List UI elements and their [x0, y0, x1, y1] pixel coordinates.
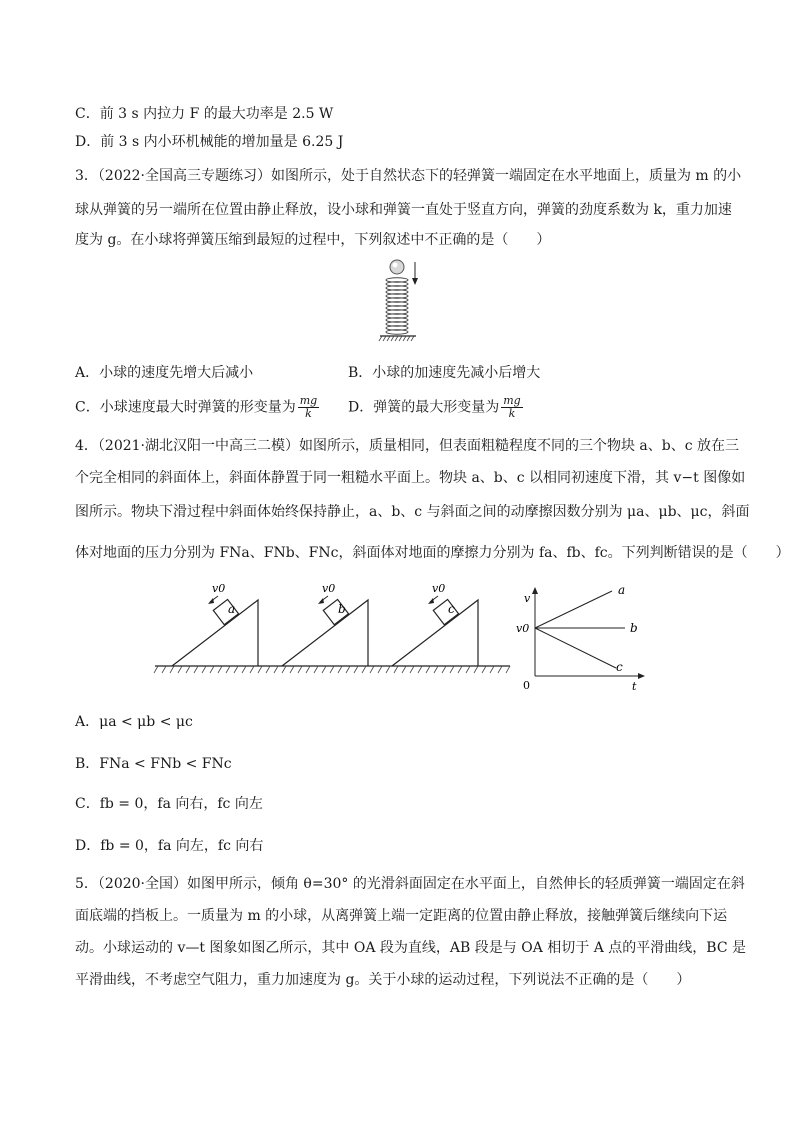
- incline-c: [392, 599, 478, 666]
- block-label-a: a: [228, 602, 236, 616]
- q4-stem-line2: 个完全相同的斜面体上，斜面体静置于同一粗糙水平面上。物块 a、b、c 以相同初速度下滑，其 v−t 图像如: [75, 470, 746, 486]
- q5-stem-line1: 5．（2020·全国）如图甲所示，倾角 θ=30° 的光滑斜面固定在水平面上，自然伸长的轻质弹簧一端固定在斜: [75, 876, 745, 892]
- q3-stem-line1: 3．（2022·全国高三专题练习）如图所示，处于自然状态下的轻弹簧一端固定在水平地面上，质量为 m 的小: [75, 168, 742, 184]
- option-c-prev: C．前 3 s 内拉力 F 的最大功率是 2.5 W: [75, 106, 334, 122]
- q4-option-c: C．fb = 0，fa 向右，fc 向左: [75, 796, 263, 812]
- incline-a: [172, 599, 258, 666]
- v0-label-b: v0: [322, 582, 336, 595]
- t-axis-label: t: [632, 680, 637, 693]
- q3-option-a: A．小球的速度先增大后减小: [75, 365, 254, 381]
- incline-figure: [150, 578, 650, 698]
- origin-label: 0: [523, 679, 530, 692]
- block-label-b: b: [338, 602, 346, 616]
- vt-graph: [535, 592, 640, 676]
- ball-icon: [390, 260, 404, 274]
- q4-stem-line1: 4．（2021·湖北汉阳一中高三二模）如图所示，质量相同，但表面粗糙程度不同的三个物块 a、b、c 放在三: [75, 438, 740, 454]
- graph-v0-label: v0: [516, 622, 530, 635]
- spring-figure: [370, 258, 430, 344]
- option-d-prev: D．前 3 s 内小环机械能的增加量是 6.25 J: [75, 134, 344, 150]
- q4-option-b: B．FNa < FNb < FNc: [75, 756, 232, 772]
- incline-b: [282, 599, 368, 666]
- q3-option-d: D．弹簧的最大形变量为 $\frac{mg}{k}$: [348, 394, 521, 420]
- q4-option-d: D．fb = 0，fa 向左，fc 向右: [75, 838, 264, 854]
- graph-label-b: b: [630, 621, 638, 635]
- q4-option-a: A．μa < μb < μc: [75, 714, 193, 730]
- v0-label-c: v0: [432, 582, 446, 595]
- graph-label-c: c: [616, 660, 623, 674]
- v0-label-a: v0: [212, 582, 226, 595]
- v-axis-label: v: [524, 592, 531, 605]
- line-c: [535, 628, 616, 668]
- q3-stem-line3: 度为 g。在小球将弹簧压缩到最短的过程中，下列叙述中不正确的是（ ）: [75, 232, 551, 248]
- graph-label-a: a: [618, 583, 626, 597]
- q5-stem-line2: 面底端的挡板上。一质量为 m 的小球，从离弹簧上端一定距离的位置由静止释放，接触弹簧后继续向下运: [75, 908, 728, 924]
- q3-option-b: B．小球的加速度先减小后增大: [348, 365, 541, 381]
- q5-stem-line3: 动。小球运动的 v—t 图象如图乙所示，其中 OA 段为直线，AB 段是与 OA 相切于 A 点的平滑曲线，BC 是: [75, 940, 746, 956]
- q3-stem-line2: 球从弹簧的另一端所在位置由静止释放，设小球和弹簧一直处于竖直方向，弹簧的劲度系数为 k，重力加速: [75, 202, 732, 218]
- q5-stem-line4: 平滑曲线，不考虑空气阻力，重力加速度为 g。关于小球的运动过程，下列说法不正确的是（ ）: [75, 972, 691, 988]
- fraction-mg-k: $\frac{mg}{k}$: [299, 394, 318, 420]
- q4-stem-line3: 图所示。物块下滑过程中斜面体始终保持静止，a、b、c 与斜面之间的动摩擦因数分别为 μa、μb、μc，斜面: [75, 504, 750, 520]
- fraction-mg-k-2: $\frac{mg}{k}$: [503, 394, 521, 420]
- q3-option-c: C．小球速度最大时弹簧的形变量为 $\frac{mg}{k}$: [75, 394, 318, 420]
- q4-stem-line4: 体对地面的压力分别为 FNa、FNb、FNc，斜面体对地面的摩擦力分别为 fa、fb、fc。下列判断错误的是（ ）: [75, 545, 790, 561]
- block-label-c: c: [448, 602, 455, 616]
- line-a: [535, 591, 612, 628]
